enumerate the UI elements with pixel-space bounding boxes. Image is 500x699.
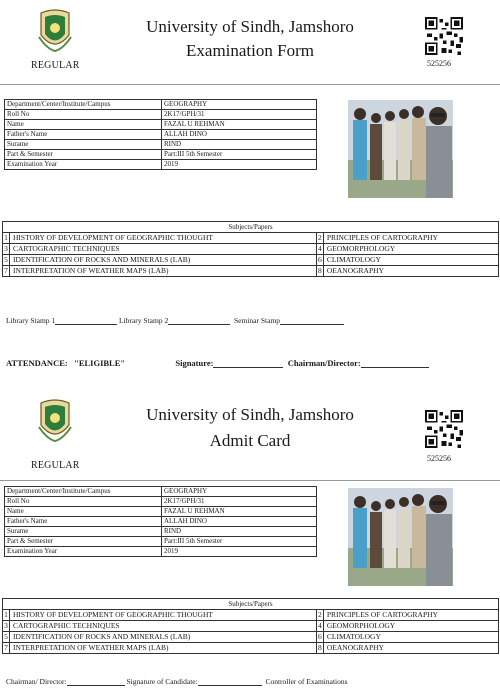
qr-code (425, 17, 463, 55)
footer-chairman-label: Chairman/ Director: (6, 677, 67, 686)
table-row: 1 HISTORY OF DEVELOPMENT OF GEOGRAPHIC THOUGHT 2 PRINCIPLES OF CARTOGRAPHY (3, 610, 499, 621)
library-stamp-1-label: Library Stamp 1 (6, 316, 56, 325)
table-row: 7 INTERPRETATION OF WEATHER MAPS (LAB) 8 OEANOGRAPHY (3, 643, 499, 654)
signatures-footer (6, 677, 348, 686)
table-row: Examination Year 2019 (5, 160, 317, 170)
qr-number: 525256 (427, 59, 451, 68)
footer-candidate-blank (198, 678, 262, 686)
attendance-label: ATTENDANCE: (6, 358, 68, 368)
form-title: Examination Form (186, 41, 314, 60)
table-row: 5 IDENTIFICATION OF ROCKS AND MINERALS (LAB) 6 CLIMATOLOGY (3, 632, 499, 643)
attendance-line (6, 358, 429, 368)
table-row: Part & Semester Part:III 5th Semester (5, 537, 317, 547)
library-stamp-1-blank (55, 317, 117, 325)
signature-blank (213, 360, 283, 368)
table-row: Department/Center/Institute/Campus GEOGRAPHY (5, 487, 317, 497)
table-header-row: Subjects/Papers (3, 222, 499, 233)
university-title: University of Sindh, Jamshoro (146, 405, 354, 424)
chairman-director-label: Chairman/Director: (287, 358, 361, 368)
form-title: Admit Card (209, 431, 291, 450)
table-row: Name FAZAL U REHMAN (5, 120, 317, 130)
table-row: Father's Name ALLAH DINO (5, 517, 317, 527)
table-header-row: Subjects/Papers (3, 599, 499, 610)
student-info-table (4, 99, 317, 170)
subjects-table (2, 598, 499, 654)
table-row: 7 INTERPRETATION OF WEATHER MAPS (LAB) 8 OEANOGRAPHY (3, 266, 499, 277)
admit-card-section (0, 390, 500, 699)
student-info-table (4, 486, 317, 557)
university-title: University of Sindh, Jamshoro (146, 17, 354, 36)
student-photo (348, 488, 453, 586)
library-stamps-line (6, 316, 344, 325)
table-row: Examination Year 2019 (5, 547, 317, 557)
header-divider (0, 480, 500, 481)
footer-controller-label: Controller of Examinations (265, 677, 348, 686)
table-row: 3 CARTOGRAPHIC TECHNIQUES 4 GEOMORPHOLOGY (3, 621, 499, 632)
seminar-stamp-blank (280, 317, 344, 325)
table-row: Roll No 2K17/GPH/31 (5, 497, 317, 507)
footer-chairman-blank (67, 678, 125, 686)
signature-label: Signature: (175, 358, 214, 368)
table-row: Department/Center/Institute/Campus GEOGRAPHY (5, 100, 317, 110)
qr-number: 525256 (427, 454, 451, 463)
table-row: Surame RIND (5, 527, 317, 537)
table-row: Surame RIND (5, 140, 317, 150)
seminar-stamp-label: Seminar Stamp (233, 316, 281, 325)
table-row: 3 CARTOGRAPHIC TECHNIQUES 4 GEOMORPHOLOGY (3, 244, 499, 255)
header-divider (0, 84, 500, 85)
library-stamp-2-label: Library Stamp 2 (119, 316, 169, 325)
student-photo (348, 100, 453, 198)
table-row: Father's Name ALLAH DINO (5, 130, 317, 140)
table-row: Roll No 2K17/GPH/31 (5, 110, 317, 120)
table-row: Part & Semester Part:III 5th Semester (5, 150, 317, 160)
table-row: 1 HISTORY OF DEVELOPMENT OF GEOGRAPHIC THOUGHT 2 PRINCIPLES OF CARTOGRAPHY (3, 233, 499, 244)
library-stamp-2-blank (168, 317, 230, 325)
regular-label: REGULAR (31, 60, 80, 71)
chairman-director-blank (361, 360, 429, 368)
footer-candidate-label: Signature of Candidate: (126, 677, 198, 686)
table-row: 5 IDENTIFICATION OF ROCKS AND MINERALS (LAB) 6 CLIMATOLOGY (3, 255, 499, 266)
attendance-status: "ELIGIBLE" (74, 358, 126, 368)
regular-label: REGULAR (31, 460, 80, 471)
subjects-table (2, 221, 499, 277)
table-row: Name FAZAL U REHMAN (5, 507, 317, 517)
qr-code (425, 410, 463, 448)
